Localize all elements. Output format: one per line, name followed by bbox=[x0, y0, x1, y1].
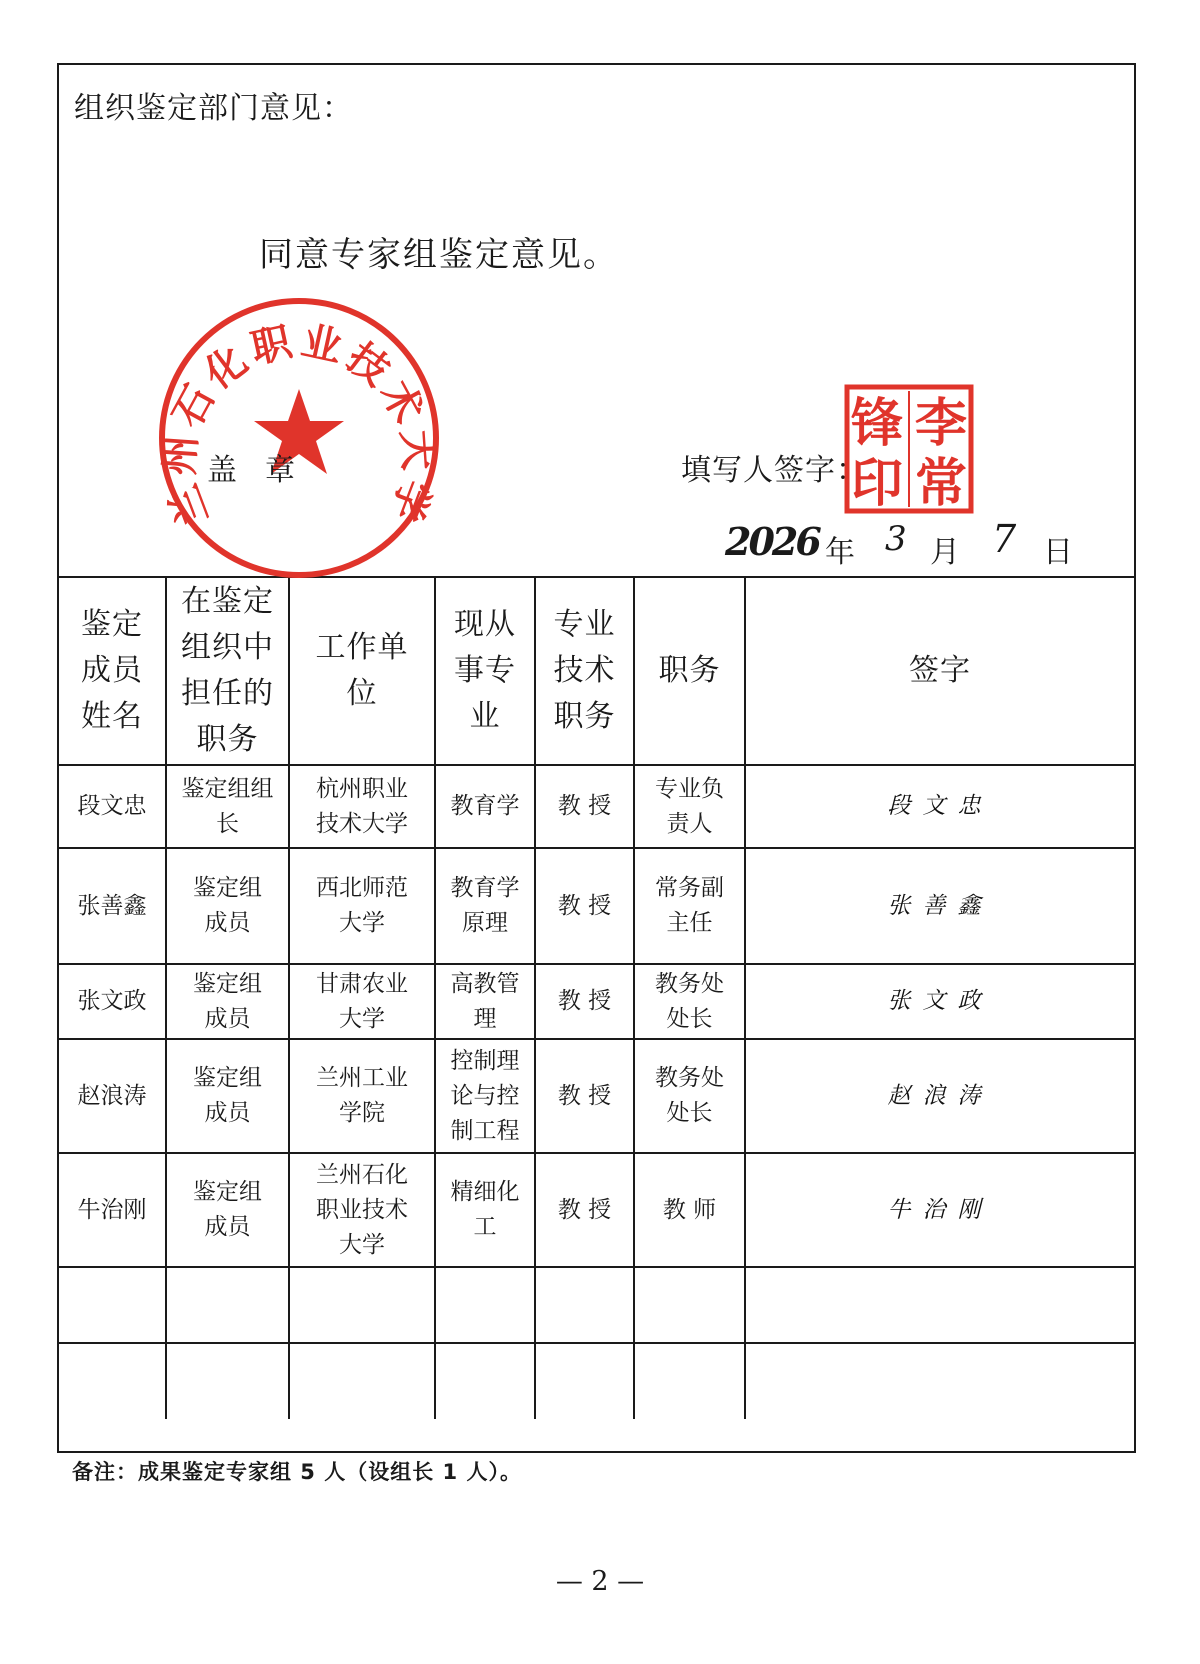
cell-unit: 甘肃农业大学 bbox=[289, 964, 435, 1039]
cell-title bbox=[535, 1267, 634, 1343]
header-professional-title: 专业技术职务 bbox=[535, 578, 634, 765]
date-year-unit: 年 bbox=[825, 535, 855, 570]
cell-signature: 段文忠 bbox=[745, 765, 1134, 848]
cell-role: 鉴定组组长 bbox=[166, 765, 289, 848]
cell-role: 鉴定组成员 bbox=[166, 848, 289, 964]
cell-major: 高教管理 bbox=[435, 964, 535, 1039]
header-signature: 签字 bbox=[745, 578, 1134, 765]
cell-name: 牛治刚 bbox=[59, 1153, 166, 1267]
cell-role: 鉴定组成员 bbox=[166, 1153, 289, 1267]
svg-text:锋: 锋 bbox=[850, 394, 904, 454]
cell-role bbox=[166, 1343, 289, 1419]
opinion-text: 同意专家组鉴定意见。 bbox=[259, 235, 619, 275]
seal-label: 盖章 bbox=[207, 453, 323, 488]
date-month: 3 bbox=[885, 519, 907, 559]
cell-position bbox=[634, 1343, 745, 1419]
cell-signature bbox=[745, 1267, 1134, 1343]
cell-role: 鉴定组成员 bbox=[166, 1039, 289, 1153]
cell-name: 张善鑫 bbox=[59, 848, 166, 964]
seal-text: 兰州石化职业技术大学 bbox=[156, 318, 442, 532]
cell-position: 教务处处长 bbox=[634, 1039, 745, 1153]
cell-name: 段文忠 bbox=[59, 765, 166, 848]
cell-unit bbox=[289, 1343, 435, 1419]
cell-major: 控制理论与控制工程 bbox=[435, 1039, 535, 1153]
cell-signature: 张善鑫 bbox=[745, 848, 1134, 964]
cell-name: 赵浪涛 bbox=[59, 1039, 166, 1153]
fill-date bbox=[725, 517, 1125, 577]
table-header-row bbox=[59, 578, 1134, 765]
cell-unit: 兰州石化职业技术大学 bbox=[289, 1153, 435, 1267]
cell-name bbox=[59, 1267, 166, 1343]
cell-major: 教育学 bbox=[435, 765, 535, 848]
cell-name: 张文政 bbox=[59, 964, 166, 1039]
cell-major bbox=[435, 1343, 535, 1419]
header-role-in-group: 在鉴定组织中担任的职务 bbox=[166, 578, 289, 765]
evaluation-form bbox=[57, 63, 1136, 1453]
date-year: 2026 bbox=[725, 519, 819, 564]
cell-major bbox=[435, 1267, 535, 1343]
cell-title: 教 授 bbox=[535, 1153, 634, 1267]
table-row bbox=[59, 964, 1134, 1039]
cell-title bbox=[535, 1343, 634, 1419]
table-row-empty bbox=[59, 1267, 1134, 1343]
svg-text:李: 李 bbox=[914, 394, 968, 454]
cell-title: 教 授 bbox=[535, 848, 634, 964]
cell-unit: 西北师范大学 bbox=[289, 848, 435, 964]
cell-unit: 兰州工业学院 bbox=[289, 1039, 435, 1153]
table-row bbox=[59, 1039, 1134, 1153]
cell-position: 专业负责人 bbox=[634, 765, 745, 848]
header-current-major: 现从事专业 bbox=[435, 578, 535, 765]
footnote: 备注：成果鉴定专家组 5 人（设组长 1 人）。 bbox=[72, 1460, 522, 1484]
evaluation-members-table bbox=[59, 578, 1134, 1419]
signer-personal-stamp bbox=[843, 383, 975, 515]
cell-title: 教 授 bbox=[535, 1039, 634, 1153]
header-work-unit: 工作单位 bbox=[289, 578, 435, 765]
table-row bbox=[59, 1153, 1134, 1267]
cell-position: 教务处处长 bbox=[634, 964, 745, 1039]
cell-major: 教育学原理 bbox=[435, 848, 535, 964]
date-day: 7 bbox=[992, 517, 1017, 561]
svg-text:常: 常 bbox=[914, 454, 968, 514]
page-number: — 2 — bbox=[555, 1566, 645, 1597]
organization-opinion-section bbox=[59, 65, 1134, 578]
cell-major: 精细化工 bbox=[435, 1153, 535, 1267]
cell-title: 教 授 bbox=[535, 964, 634, 1039]
cell-signature: 赵浪涛 bbox=[745, 1039, 1134, 1153]
opinion-heading: 组织鉴定部门意见： bbox=[74, 91, 353, 126]
header-member-name: 鉴定成员姓名 bbox=[59, 578, 166, 765]
date-month-unit: 月 bbox=[930, 535, 960, 570]
cell-role: 鉴定组成员 bbox=[166, 964, 289, 1039]
date-day-unit: 日 bbox=[1043, 535, 1073, 570]
cell-position: 教 师 bbox=[634, 1153, 745, 1267]
cell-name bbox=[59, 1343, 166, 1419]
cell-unit bbox=[289, 1267, 435, 1343]
cell-signature: 牛治刚 bbox=[745, 1153, 1134, 1267]
table-row bbox=[59, 765, 1134, 848]
university-seal bbox=[154, 293, 444, 583]
header-position: 职务 bbox=[634, 578, 745, 765]
signer-label: 填写人签字： bbox=[681, 453, 867, 488]
cell-position bbox=[634, 1267, 745, 1343]
cell-unit: 杭州职业技术大学 bbox=[289, 765, 435, 848]
svg-text:印: 印 bbox=[850, 454, 904, 514]
cell-signature bbox=[745, 1343, 1134, 1419]
cell-signature: 张文政 bbox=[745, 964, 1134, 1039]
table-row-empty bbox=[59, 1343, 1134, 1419]
table-row bbox=[59, 848, 1134, 964]
cell-position: 常务副主任 bbox=[634, 848, 745, 964]
cell-title: 教 授 bbox=[535, 765, 634, 848]
cell-role bbox=[166, 1267, 289, 1343]
